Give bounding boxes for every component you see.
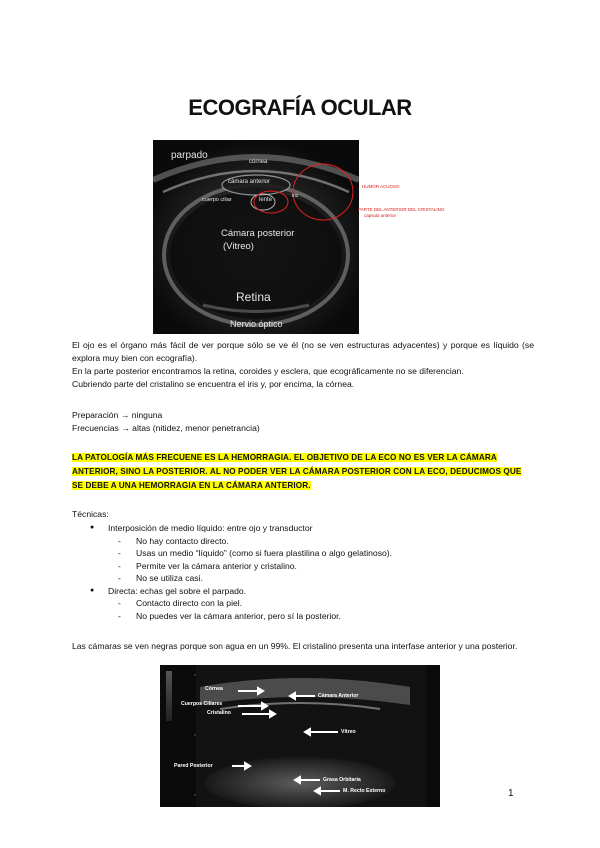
- label-cornea: Córnea: [205, 686, 223, 692]
- label-cuerpo-ciliar: cuerpo ciliar: [202, 197, 232, 203]
- label-camara-anterior: Cámara Anterior: [318, 693, 359, 699]
- list-item: - No se utiliza casi.: [90, 572, 392, 585]
- techniques-label: Técnicas:: [72, 509, 109, 519]
- highlight-block: [72, 451, 534, 493]
- list-item: - Permite ver la cámara anterior y cristalino.: [90, 560, 392, 573]
- ultrasound-scan-drawing: [160, 665, 440, 807]
- label-camara-posterior: Cámara posterior: [221, 228, 295, 239]
- paragraph-closing: Las cámaras se ven negras porque son agua en un 99%. El cristalino presenta una interfase anterior y una posterior.: [72, 641, 518, 651]
- list-item: ● Interposición de medio líquido: entre ojo y transductor: [90, 522, 392, 535]
- intro-text: [72, 339, 534, 391]
- paragraph-eye-description: El ojo es el órgano más fácil de ver porque sólo se ve él (no se ven estructuras adyacentes) y porque es líquido (se explora muy bien con ecografía).: [72, 340, 534, 363]
- label-cristalino: Cristalino: [207, 710, 231, 716]
- label-recto-externo: M. Recto Externo: [343, 788, 386, 794]
- annotation-parte-cristalino: PARTE DEL ANTERIOR DEL CRISTALINO: [358, 207, 445, 212]
- eye-ultrasound-diagram: [153, 140, 359, 334]
- label-retina: Retina: [236, 290, 271, 304]
- label-cuerpos-ciliares: Cuerpos Ciliares: [181, 701, 223, 707]
- frequency-line: Frecuencias → altas (nitidez, menor penetrancia): [72, 423, 260, 433]
- ocular-ultrasound-image: [160, 665, 440, 807]
- label-pared-posterior: Pared Posterior: [174, 763, 213, 769]
- parameters-text: [72, 409, 534, 435]
- label-parpado: parpado: [171, 150, 208, 161]
- highlight-text: LA PATOLOGÍA MÁS FRECUENE ES LA HEMORRAGIA. EL OBJETIVO DE LA ECO NO ES VER LA CÁMARA ANTERIOR, SINO LA POSTERIOR. AL NO PODER VER LA CÁMARA POSTERIOR CON LA ECO, DEDUCIMOS QUE SE DEBE A UNA HEMORRAGIA EN LA CÁMARA ANTERIOR.: [72, 453, 522, 490]
- list-item: - Usas un medio “líquido” (como si fuera plastilina o algo gelatinoso).: [90, 547, 392, 560]
- list-item: - No puedes ver la cámara anterior, pero sí la posterior.: [90, 610, 392, 623]
- label-cornea: córnea: [249, 159, 268, 165]
- list-item: ● Directa: echas gel sobre el parpado.: [90, 585, 392, 598]
- paragraph-posterior: En la parte posterior encontramos la retina, coroides y esclera, que ecográficamente no se diferencian.: [72, 366, 464, 376]
- preparation-line: Preparación → ninguna: [72, 410, 163, 420]
- page-number: 1: [508, 788, 514, 799]
- label-nervio-optico: Nervio óptico: [230, 319, 283, 329]
- paragraph-iris: Cubriendo parte del cristalino se encuentra el iris y, por encima, la córnea.: [72, 379, 355, 389]
- label-vitreo: (Vitreo): [223, 241, 254, 252]
- label-camara-anterior: cámara anterior: [228, 179, 271, 185]
- techniques-list: [90, 522, 392, 622]
- label-lente: lente: [259, 197, 273, 203]
- techniques-heading: [72, 508, 534, 521]
- list-item: - No hay contacto directo.: [90, 535, 392, 548]
- page-title: ECOGRAFÍA OCULAR: [188, 95, 412, 120]
- closing-text: [72, 640, 534, 653]
- list-item: - Contacto directo con la piel.: [90, 597, 392, 610]
- label-vitreo: Vítreo: [341, 729, 356, 735]
- label-iris: iris: [292, 193, 299, 199]
- annotation-humor-acuoso: HUMOR ACUOSO: [362, 184, 400, 189]
- label-grasa-orbitaria: Grasa Orbitaria: [323, 777, 361, 783]
- annotation-capsula-anterior: capsula anterior: [364, 213, 397, 218]
